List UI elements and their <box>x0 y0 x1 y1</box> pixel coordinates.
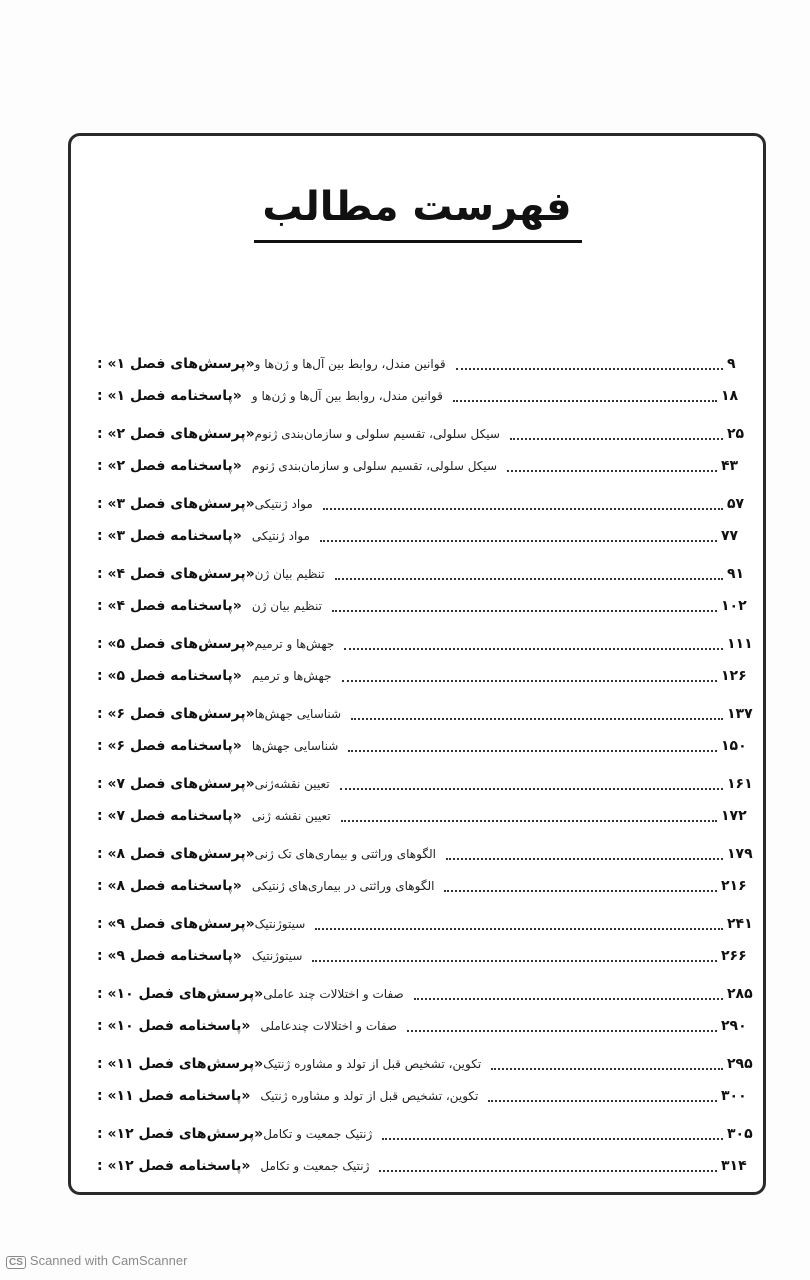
dot-leader <box>488 1100 717 1102</box>
toc-entry-label: «پاسخنامه فصل ۳» : <box>97 528 242 544</box>
toc-chapter-group <box>95 348 753 412</box>
toc-entry-questions[interactable] <box>95 558 753 590</box>
toc-entry-questions[interactable] <box>95 908 753 940</box>
dot-leader <box>453 400 717 402</box>
dot-leader <box>351 718 723 720</box>
toc-page-number: ۳۰۰ <box>721 1088 747 1104</box>
toc-page-number: ۳۰۵ <box>727 1126 753 1142</box>
toc-entry-topic: صفات و اختلالات چندعاملی <box>260 1019 398 1033</box>
toc-entry-topic: الگوهای وراثتی و بیماری‌های تک ژنی <box>254 847 436 861</box>
toc-page-number: ۱۲۶ <box>721 668 747 684</box>
toc-entry-label: «پرسش‌های فصل ۸» : <box>97 846 255 862</box>
toc-entry-answers[interactable] <box>95 800 753 832</box>
dot-leader <box>414 998 723 1000</box>
toc-entry-topic: قوانین مندل، روابط بین آل‌ها و ژن‌ها و <box>254 357 446 371</box>
toc-entry-answers[interactable] <box>95 1150 753 1182</box>
toc-entry-topic: قوانین مندل، روابط بین آل‌ها و ژن‌ها و <box>251 389 443 403</box>
toc-entry-label: «پرسش‌های فصل ۵» : <box>97 636 255 652</box>
toc-entry-questions[interactable] <box>95 488 753 520</box>
toc-entry-topic: شناسایی جهش‌ها <box>251 739 339 753</box>
dot-leader <box>382 1138 723 1140</box>
dot-leader <box>446 858 723 860</box>
toc-page-number: ۵۷ <box>727 496 745 512</box>
toc-page-number: ۱۷۹ <box>727 846 753 862</box>
toc-page-number: ۱۸ <box>721 388 739 404</box>
toc-page-number: ۱۳۷ <box>727 706 753 722</box>
toc-page-number: ۱۶۱ <box>727 776 753 792</box>
toc-entry-topic: صفات و اختلالات چند عاملی <box>263 987 404 1001</box>
toc-chapter-group <box>95 488 753 552</box>
dot-leader <box>348 750 717 752</box>
toc-entry-label: «پرسش‌های فصل ۴» : <box>97 566 255 582</box>
page-title: فهرست مطالب <box>262 184 572 230</box>
toc-entry-questions[interactable] <box>95 1048 753 1080</box>
dot-leader <box>312 960 717 962</box>
toc-entry-topic: سیکل سلولی، تقسیم سلولی و سازمان‌بندی ژنوم <box>251 459 498 473</box>
toc-entry-questions[interactable] <box>95 698 753 730</box>
table-of-contents <box>95 348 753 1188</box>
dot-leader <box>344 648 723 650</box>
toc-entry-topic: ژنتیک جمعیت و تکامل <box>263 1127 373 1141</box>
toc-entry-answers[interactable] <box>95 940 753 972</box>
toc-page-number: ۲۹۰ <box>721 1018 747 1034</box>
toc-entry-topic: مواد ژنتیکی <box>254 497 313 511</box>
dot-leader <box>341 820 717 822</box>
toc-entry-label: «پاسخنامه فصل ۲» : <box>97 458 242 474</box>
toc-page-number: ۱۵۰ <box>721 738 747 754</box>
toc-entry-label: «پرسش‌های فصل ۱۱» : <box>97 1056 264 1072</box>
toc-entry-topic: تعیین نقشه‌ژنی <box>254 777 330 791</box>
toc-entry-answers[interactable] <box>95 1010 753 1042</box>
dot-leader <box>342 680 718 682</box>
toc-entry-topic: تکوین، تشخیص قبل از تولد و مشاوره ژنتیک <box>263 1057 482 1071</box>
toc-entry-label: «پرسش‌های فصل ۱۲» : <box>97 1126 264 1142</box>
toc-page-number: ۲۸۵ <box>727 986 753 1002</box>
toc-entry-topic: ژنتیک جمعیت و تکامل <box>260 1159 370 1173</box>
toc-entry-questions[interactable] <box>95 348 753 380</box>
toc-entry-label: «پاسخنامه فصل ۵» : <box>97 668 242 684</box>
toc-entry-label: «پاسخنامه فصل ۱۲» : <box>97 1158 251 1174</box>
toc-chapter-group <box>95 628 753 692</box>
toc-entry-topic: سیتوژنتیک <box>254 917 306 931</box>
dot-leader <box>340 788 723 790</box>
toc-entry-label: «پرسش‌های فصل ۱» : <box>97 356 255 372</box>
toc-entry-label: «پاسخنامه فصل ۱۰» : <box>97 1018 251 1034</box>
dot-leader <box>315 928 723 930</box>
toc-chapter-group <box>95 978 753 1042</box>
toc-entry-questions[interactable] <box>95 838 753 870</box>
toc-entry-label: «پاسخنامه فصل ۶» : <box>97 738 242 754</box>
toc-entry-answers[interactable] <box>95 380 753 412</box>
toc-entry-topic: تعیین نقشه ژنی <box>251 809 331 823</box>
toc-entry-label: «پاسخنامه فصل ۸» : <box>97 878 242 894</box>
toc-page-number: ۲۶۶ <box>721 948 747 964</box>
toc-page-number: ۲۹۵ <box>727 1056 753 1072</box>
dot-leader <box>335 578 723 580</box>
toc-entry-label: «پرسش‌های فصل ۳» : <box>97 496 255 512</box>
toc-entry-topic: تکوین، تشخیص قبل از تولد و مشاوره ژنتیک <box>260 1089 479 1103</box>
dot-leader <box>507 470 717 472</box>
toc-entry-answers[interactable] <box>95 450 753 482</box>
toc-page-number: ۹ <box>727 356 736 372</box>
toc-page-number: ۱۷۲ <box>721 808 747 824</box>
toc-page-number: ۷۷ <box>721 528 739 544</box>
toc-entry-questions[interactable] <box>95 628 753 660</box>
toc-entry-answers[interactable] <box>95 590 753 622</box>
toc-entry-topic: جهش‌ها و ترمیم <box>254 637 335 651</box>
toc-page-number: ۲۴۱ <box>727 916 753 932</box>
toc-chapter-group <box>95 698 753 762</box>
toc-entry-topic: سیکل سلولی، تقسیم سلولی و سازمان‌بندی ژنوم <box>254 427 500 441</box>
toc-chapter-group <box>95 908 753 972</box>
toc-page-number: ۳۱۴ <box>721 1158 747 1174</box>
toc-entry-label: «پرسش‌های فصل ۲» : <box>97 426 255 442</box>
toc-entry-questions[interactable] <box>95 768 753 800</box>
toc-entry-topic: تنظیم بیان ژن <box>251 599 322 613</box>
toc-chapter-group <box>95 768 753 832</box>
scanner-watermark <box>6 1253 187 1269</box>
toc-entry-label: «پاسخنامه فصل ۷» : <box>97 808 242 824</box>
toc-page-number: ۲۱۶ <box>721 878 747 894</box>
toc-entry-answers[interactable] <box>95 520 753 552</box>
toc-entry-questions[interactable] <box>95 418 753 450</box>
dot-leader <box>332 610 717 612</box>
toc-entry-label: «پرسش‌های فصل ۹» : <box>97 916 255 932</box>
toc-entry-answers[interactable] <box>95 1080 753 1112</box>
toc-entry-answers[interactable] <box>95 730 753 762</box>
toc-entry-label: «پرسش‌های فصل ۱۰» : <box>97 986 264 1002</box>
toc-entry-topic: الگوهای وراثتی در بیماری‌های ژنتیکی <box>251 879 435 893</box>
toc-chapter-group <box>95 558 753 622</box>
toc-page-number: ۱۱۱ <box>727 636 753 652</box>
dot-leader <box>444 890 717 892</box>
toc-entry-label: «پاسخنامه فصل ۱۱» : <box>97 1088 251 1104</box>
toc-entry-answers[interactable] <box>95 870 753 902</box>
toc-entry-topic: شناسایی جهش‌ها <box>254 707 342 721</box>
toc-chapter-group <box>95 418 753 482</box>
toc-page-number: ۲۵ <box>727 426 745 442</box>
toc-entry-answers[interactable] <box>95 660 753 692</box>
toc-entry-label: «پاسخنامه فصل ۹» : <box>97 948 242 964</box>
dot-leader <box>456 368 723 370</box>
toc-entry-questions[interactable] <box>95 1118 753 1150</box>
camscanner-logo-icon: CS <box>6 1256 26 1269</box>
toc-page-number: ۱۰۲ <box>721 598 747 614</box>
dot-leader <box>379 1170 717 1172</box>
toc-page-number: ۹۱ <box>727 566 745 582</box>
watermark-text: Scanned with CamScanner <box>29 1253 188 1268</box>
toc-entry-topic: تنظیم بیان ژن <box>254 567 325 581</box>
toc-entry-topic: سیتوژنتیک <box>251 949 303 963</box>
page-frame <box>68 133 766 1195</box>
toc-chapter-group <box>95 1118 753 1182</box>
dot-leader <box>510 438 723 440</box>
toc-entry-label: «پرسش‌های فصل ۷» : <box>97 776 255 792</box>
toc-chapter-group <box>95 838 753 902</box>
toc-entry-topic: مواد ژنتیکی <box>251 529 310 543</box>
toc-entry-label: «پاسخنامه فصل ۴» : <box>97 598 242 614</box>
toc-entry-label: «پاسخنامه فصل ۱» : <box>97 388 242 404</box>
dot-leader <box>491 1068 723 1070</box>
toc-page-number: ۴۳ <box>721 458 739 474</box>
title-underline <box>254 240 582 243</box>
toc-entry-topic: جهش‌ها و ترمیم <box>251 669 332 683</box>
dot-leader <box>407 1030 717 1032</box>
dot-leader <box>323 508 723 510</box>
dot-leader <box>320 540 717 542</box>
toc-chapter-group <box>95 1048 753 1112</box>
toc-entry-questions[interactable] <box>95 978 753 1010</box>
toc-entry-label: «پرسش‌های فصل ۶» : <box>97 706 255 722</box>
